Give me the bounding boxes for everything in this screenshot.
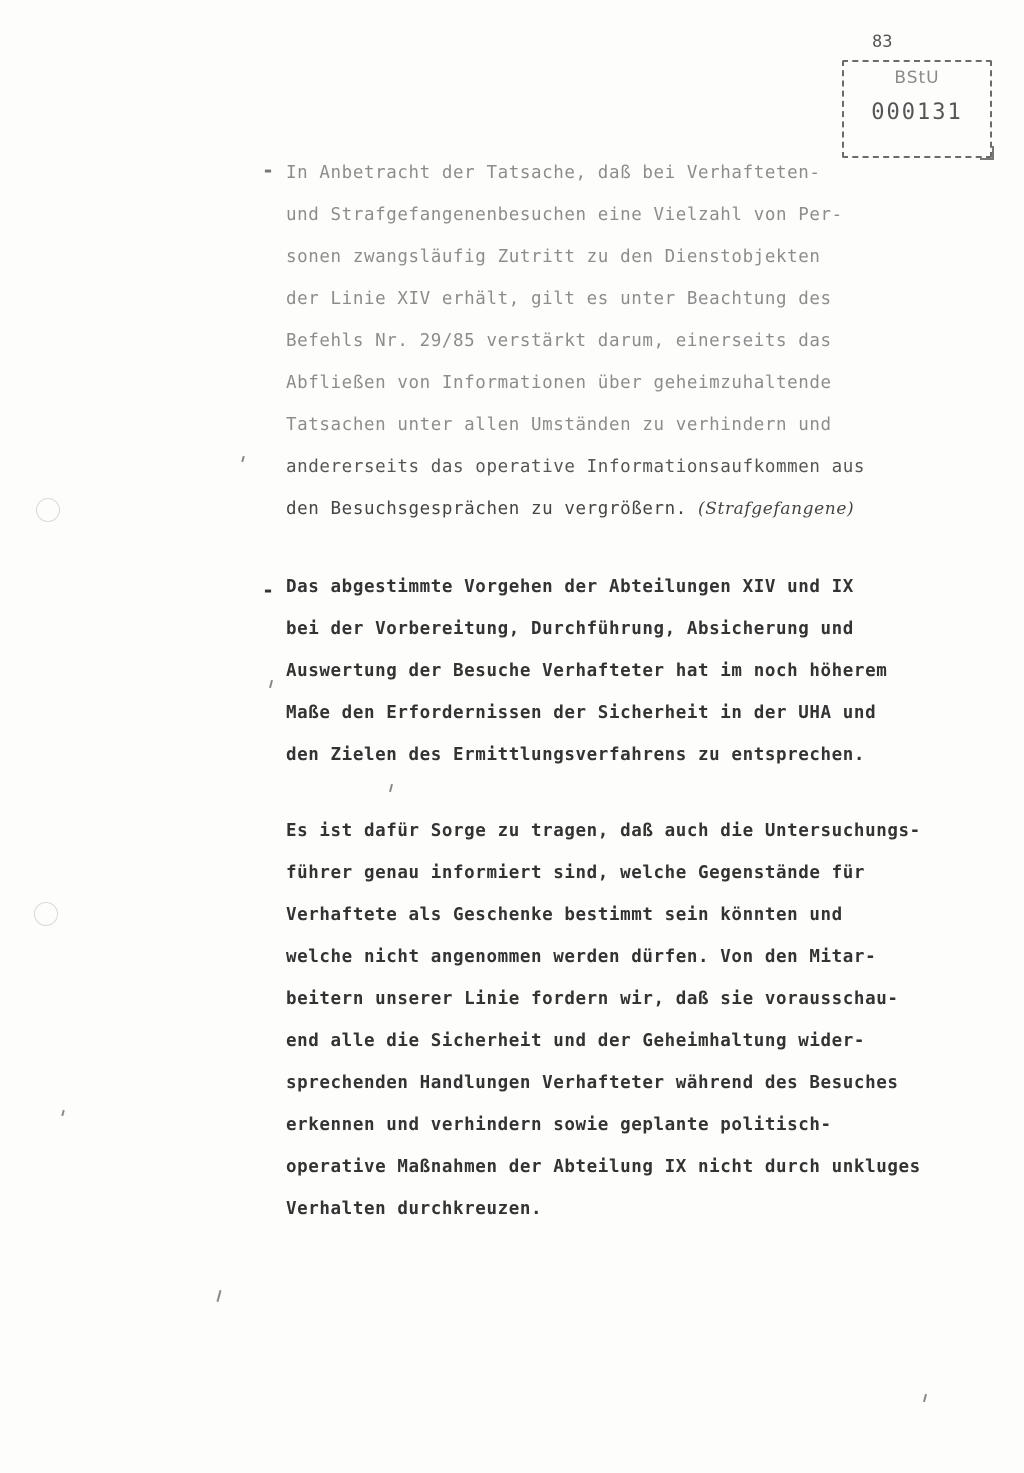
- paragraph-1-line: andererseits das operative Informationsaufkommen aus: [286, 457, 866, 477]
- stamp-corner-mark: [980, 146, 994, 160]
- paragraph-3-line: Es ist dafür Sorge zu tragen, daß auch die Untersuchungs-: [286, 821, 921, 841]
- paragraph-1-line: Abfließen von Informationen über geheimzuhaltende: [286, 373, 832, 393]
- handwritten-note: (Strafgefangene): [698, 499, 855, 519]
- stamp-number: 000131: [871, 100, 963, 125]
- paragraph-2-line: den Zielen des Ermittlungsverfahrens zu entsprechen.: [286, 745, 866, 765]
- paragraph-3-line: operative Maßnahmen der Abteilung IX nicht durch unkluges: [286, 1157, 921, 1177]
- paragraph-3-line: end alle die Sicherheit und der Geheimhaltung wider-: [286, 1031, 866, 1051]
- paragraph-1-line: der Linie XIV erhält, gilt es unter Beachtung des: [286, 289, 832, 309]
- scan-speck: [389, 784, 393, 792]
- punch-hole-mark: [36, 498, 60, 522]
- paragraph-3: [286, 810, 921, 1230]
- paragraph-1-last-text: den Besuchsgesprächen zu vergrößern.: [286, 499, 687, 519]
- paragraph-3-line: Verhalten durchkreuzen.: [286, 1199, 543, 1219]
- punch-hole-mark: [34, 902, 58, 926]
- paragraph-1-last-line: [286, 488, 865, 530]
- paragraph-2-line: Auswertung der Besuche Verhafteter hat im noch höherem: [286, 661, 888, 681]
- paragraph-1-line: und Strafgefangenenbesuchen eine Vielzahl von Per-: [286, 205, 843, 225]
- page-number: 83: [872, 32, 893, 52]
- scan-speck: [241, 456, 244, 462]
- paragraph-2: [286, 566, 887, 776]
- paragraph-1-line: sonen zwangsläufig Zutritt zu den Dienstobjekten: [286, 247, 821, 267]
- paragraph-1: [286, 152, 865, 530]
- scan-speck: [269, 680, 273, 688]
- archive-stamp: [842, 60, 992, 158]
- paragraph-3-line: erkennen und verhindern sowie geplante politisch-: [286, 1115, 832, 1135]
- paragraph-1-line: Tatsachen unter allen Umständen zu verhindern und: [286, 415, 832, 435]
- bullet-dash: -: [262, 158, 275, 182]
- bullet-dash: -: [262, 578, 275, 602]
- paragraph-3-line: Verhaftete als Geschenke bestimmt sein könnten und: [286, 905, 843, 925]
- paragraph-2-line: bei der Vorbereitung, Durchführung, Absicherung und: [286, 619, 854, 639]
- paragraph-1-line: In Anbetracht der Tatsache, daß bei Verhafteten-: [286, 163, 821, 183]
- scan-speck: [61, 1110, 64, 1116]
- paragraph-3-line: führer genau informiert sind, welche Gegenstände für: [286, 863, 866, 883]
- paragraph-3-line: welche nicht angenommen werden dürfen. Von den Mitar-: [286, 947, 877, 967]
- scan-speck: [216, 1290, 221, 1302]
- paragraph-2-line: Das abgestimmte Vorgehen der Abteilungen XIV und IX: [286, 577, 854, 597]
- stamp-label: BStU: [894, 68, 940, 88]
- paragraph-2-line: Maße den Erfordernissen der Sicherheit in der UHA und: [286, 703, 877, 723]
- scan-speck: [923, 1394, 927, 1402]
- paragraph-1-line: Befehls Nr. 29/85 verstärkt darum, einerseits das: [286, 331, 832, 351]
- paragraph-3-line: sprechenden Handlungen Verhafteter während des Besuches: [286, 1073, 899, 1093]
- paragraph-3-line: beitern unserer Linie fordern wir, daß sie vorausschau-: [286, 989, 899, 1009]
